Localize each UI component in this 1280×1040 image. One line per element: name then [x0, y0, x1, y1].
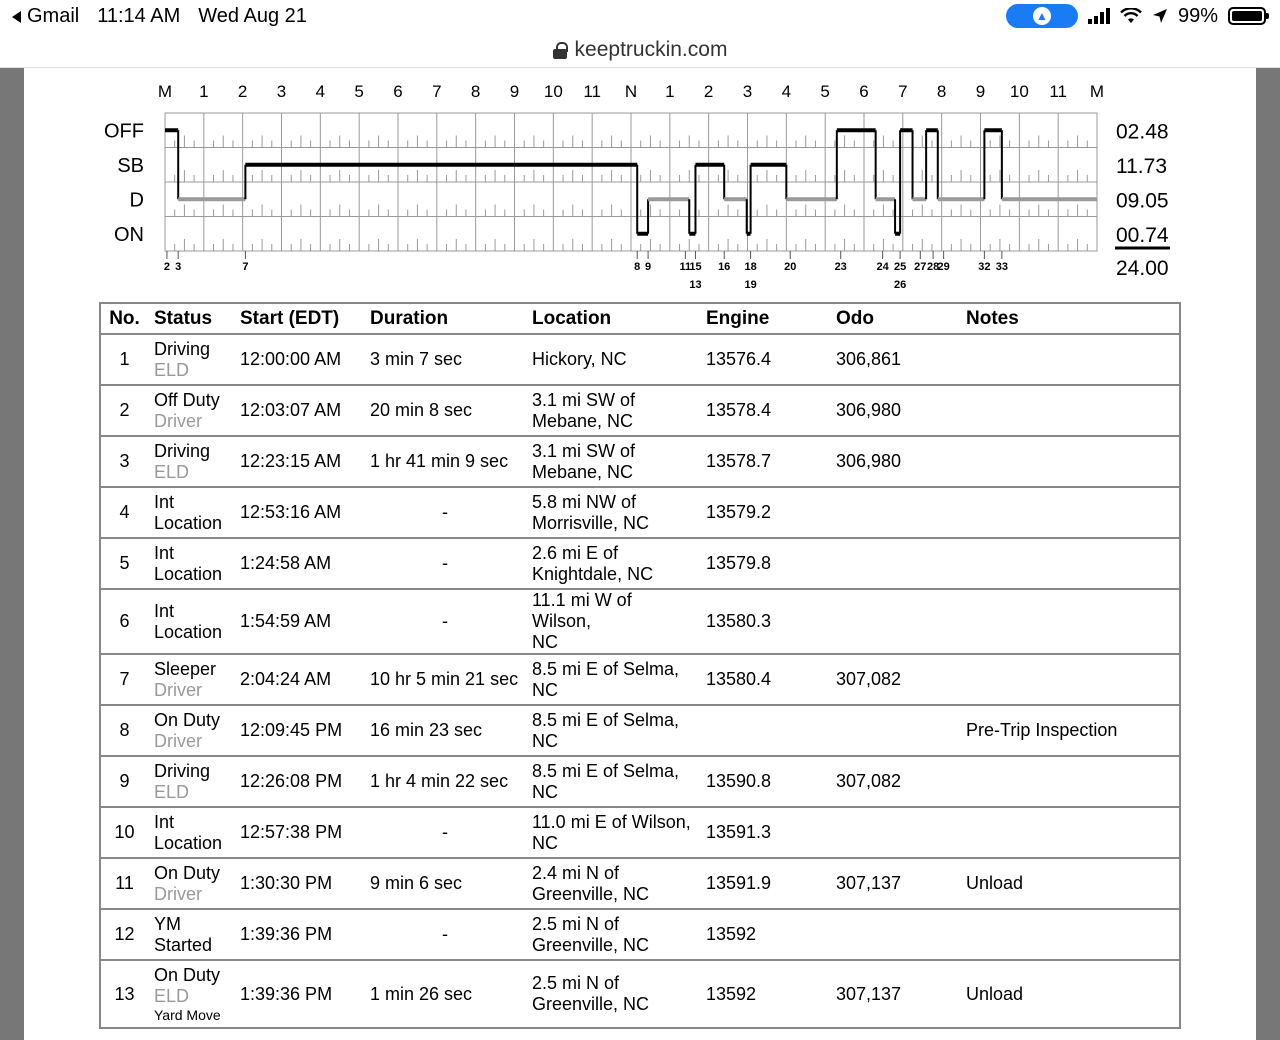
- event-marker-label: 3: [175, 261, 182, 273]
- event-marker-label: 33: [995, 261, 1008, 273]
- navigation-indicator[interactable]: [1006, 4, 1078, 28]
- cell-notes: [960, 654, 1180, 705]
- cell-start: 1:30:30 PM: [234, 858, 364, 909]
- cell-no: 6: [100, 589, 148, 654]
- status-label: Int: [154, 600, 175, 621]
- cell-location: [526, 858, 700, 909]
- row-label-d: D: [129, 189, 144, 212]
- cell-start: 12:53:16 AM: [234, 487, 364, 538]
- hour-label: 1: [199, 82, 209, 101]
- status-date: Wed Aug 21: [198, 5, 307, 27]
- cell-engine: 13591.3: [700, 807, 830, 858]
- cell-location: [526, 756, 700, 807]
- cell-status: [148, 436, 234, 487]
- status-label: On Duty: [154, 709, 221, 730]
- cell-duration: -: [364, 589, 526, 654]
- hour-label: M: [1089, 82, 1105, 101]
- event-marker-label: 16: [718, 261, 731, 273]
- duty-status-graph: [24, 68, 1256, 298]
- event-marker-label: 9: [645, 261, 652, 273]
- cell-status: [148, 487, 234, 538]
- hour-label: 6: [393, 82, 403, 101]
- cell-location: [526, 334, 700, 385]
- header-notes: Notes: [960, 303, 1180, 334]
- event-marker-label: 29: [937, 261, 950, 273]
- event-marker-label: 15: [689, 261, 702, 273]
- status-origin: ELD: [154, 986, 190, 1006]
- hour-label: 8: [936, 82, 947, 101]
- status-label-line2: Location: [154, 563, 223, 584]
- table-row[interactable]: [100, 960, 1180, 1028]
- cell-start: 12:23:15 AM: [234, 436, 364, 487]
- location-line2: NC: [532, 679, 558, 700]
- header-location: Location: [526, 303, 700, 334]
- status-label: Int: [154, 811, 175, 832]
- row-total: 02.48: [1116, 120, 1169, 144]
- hour-label: 9: [975, 82, 986, 101]
- back-app-label: Gmail: [27, 5, 80, 27]
- browser-address-bar[interactable]: [0, 32, 1280, 68]
- location-line1: Hickory, NC: [532, 349, 627, 369]
- event-marker-label: 13: [689, 279, 702, 291]
- row-total: 11.73: [1116, 154, 1167, 178]
- cell-start: 1:54:59 AM: [234, 589, 364, 654]
- hour-label: 11: [1049, 82, 1067, 101]
- location-line1: 2.6 mi E of: [532, 542, 619, 563]
- location-line2: Greenville, NC: [532, 883, 650, 904]
- cell-notes: [960, 807, 1180, 858]
- cell-engine: 13592: [700, 960, 830, 1028]
- log-events-table: [99, 302, 1181, 1029]
- cell-odo: [830, 909, 960, 960]
- hour-label: 8: [470, 82, 481, 101]
- cell-odo: 306,861: [830, 334, 960, 385]
- cell-engine: 13576.4: [700, 334, 830, 385]
- cell-no: 9: [100, 756, 148, 807]
- cell-start: 1:39:36 PM: [234, 960, 364, 1028]
- location-line2: NC: [532, 632, 558, 652]
- navigation-arrow-icon: ▲: [1033, 7, 1051, 25]
- location-line2: Mebane, NC: [532, 461, 634, 482]
- cell-duration: -: [364, 538, 526, 589]
- event-marker-label: 23: [834, 261, 847, 273]
- cell-notes: [960, 385, 1180, 436]
- cell-odo: [830, 705, 960, 756]
- status-label-line2: Started: [154, 934, 213, 955]
- cell-odo: [830, 589, 960, 654]
- cell-notes: Unload: [960, 960, 1180, 1028]
- cell-engine: 13592: [700, 909, 830, 960]
- cell-duration: -: [364, 487, 526, 538]
- hour-label: 1: [665, 82, 675, 101]
- cell-location: [526, 705, 700, 756]
- cell-start: 12:09:45 PM: [234, 705, 364, 756]
- cell-status: [148, 334, 234, 385]
- location-line2: Greenville, NC: [532, 934, 650, 955]
- location-line1: 3.1 mi SW of: [532, 440, 636, 461]
- cell-engine: 13580.3: [700, 589, 830, 654]
- cell-no: 4: [100, 487, 148, 538]
- cell-no: 8: [100, 705, 148, 756]
- status-label: YM: [154, 913, 181, 934]
- cell-notes: [960, 436, 1180, 487]
- battery-icon: [1228, 7, 1266, 25]
- cell-odo: 307,137: [830, 858, 960, 909]
- location-line2: NC: [532, 730, 558, 751]
- cell-start: 1:24:58 AM: [234, 538, 364, 589]
- hour-label: 2: [237, 82, 248, 101]
- cell-start: 12:03:07 AM: [234, 385, 364, 436]
- event-marker-label: 2: [163, 261, 171, 273]
- cell-no: 11: [100, 858, 148, 909]
- status-label: Int: [154, 542, 175, 563]
- cell-location: [526, 385, 700, 436]
- cell-status: [148, 538, 234, 589]
- cell-status: [148, 654, 234, 705]
- wifi-icon: [1120, 8, 1142, 24]
- cell-notes: Pre-Trip Inspection: [960, 705, 1180, 756]
- cell-odo: [830, 807, 960, 858]
- location-line1: 8.5 mi E of Selma,: [532, 760, 680, 781]
- table-row[interactable]: [100, 487, 1180, 538]
- location-line1: 11.0 mi E of Wilson,: [532, 811, 691, 832]
- cellular-signal-icon: [1088, 8, 1110, 24]
- table-row[interactable]: [100, 705, 1180, 756]
- event-marker-label: 8: [634, 261, 641, 273]
- table-row[interactable]: [100, 436, 1180, 487]
- status-label: On Duty: [154, 965, 221, 985]
- cell-notes: [960, 334, 1180, 385]
- table-row[interactable]: [100, 858, 1180, 909]
- status-label: Driving: [154, 760, 211, 781]
- cell-start: 1:39:36 PM: [234, 909, 364, 960]
- status-label: Int: [154, 491, 175, 512]
- header-start: Start (EDT): [234, 303, 364, 334]
- row-label-on: ON: [114, 223, 144, 246]
- location-line2: Morrisville, NC: [532, 512, 649, 533]
- hour-label: 5: [820, 82, 830, 101]
- hour-label: 5: [354, 82, 364, 101]
- cell-duration: 1 hr 41 min 9 sec: [364, 436, 526, 487]
- status-origin: Driver: [154, 679, 202, 700]
- status-origin: Driver: [154, 410, 202, 431]
- location-line2: NC: [532, 781, 558, 802]
- cell-start: 2:04:24 AM: [234, 654, 364, 705]
- cell-engine: 13578.4: [700, 385, 830, 436]
- hour-label: 9: [509, 82, 520, 101]
- cell-engine: 13579.8: [700, 538, 830, 589]
- cell-duration: -: [364, 807, 526, 858]
- hour-label: 3: [276, 82, 287, 101]
- row-total: 09.05: [1116, 189, 1169, 213]
- cell-odo: [830, 538, 960, 589]
- hour-label: 7: [898, 82, 908, 101]
- hour-label: 3: [742, 82, 753, 101]
- event-marker-label: 18: [744, 261, 757, 273]
- status-label-line2: Location: [154, 512, 223, 533]
- cell-duration: 3 min 7 sec: [364, 334, 526, 385]
- cell-no: 7: [100, 654, 148, 705]
- cell-location: [526, 909, 700, 960]
- cell-start: 12:26:08 PM: [234, 756, 364, 807]
- cell-notes: [960, 538, 1180, 589]
- location-line2: Mebane, NC: [532, 410, 634, 431]
- cell-no: 2: [100, 385, 148, 436]
- cell-engine: 13578.7: [700, 436, 830, 487]
- header-duration: Duration: [364, 303, 526, 334]
- hour-label: 10: [1009, 82, 1029, 101]
- hour-label: 7: [432, 82, 442, 101]
- cell-odo: 306,980: [830, 385, 960, 436]
- total-sum: 24.00: [1116, 257, 1169, 280]
- cell-start: 12:00:00 AM: [234, 334, 364, 385]
- cell-status: [148, 385, 234, 436]
- ios-status-bar: [0, 0, 1280, 32]
- header-status: Status: [148, 303, 234, 334]
- hour-label: M: [157, 82, 173, 101]
- location-line1: 2.5 mi N of: [532, 973, 620, 993]
- status-label: On Duty: [154, 862, 221, 883]
- status-origin: ELD: [154, 359, 190, 380]
- cell-notes: Unload: [960, 858, 1180, 909]
- location-line2: Greenville, NC: [532, 994, 650, 1014]
- status-label: Driving: [154, 338, 211, 359]
- table-row[interactable]: [100, 334, 1180, 385]
- log-page: [24, 68, 1256, 1040]
- event-marker-label: 32: [978, 261, 991, 273]
- status-origin: ELD: [154, 781, 190, 802]
- cell-no: 5: [100, 538, 148, 589]
- location-line1: 2.4 mi N of: [532, 862, 620, 883]
- event-marker-label: 27: [914, 261, 927, 273]
- cell-notes: [960, 487, 1180, 538]
- cell-duration: 10 hr 5 min 21 sec: [364, 654, 526, 705]
- location-arrow-icon: [1152, 8, 1168, 24]
- row-label-sb: SB: [117, 154, 144, 177]
- header-odo: Odo: [830, 303, 960, 334]
- cell-no: 3: [100, 436, 148, 487]
- status-label-line2: Location: [154, 832, 223, 853]
- battery-percent: 99%: [1177, 4, 1218, 27]
- table-row[interactable]: [100, 654, 1180, 705]
- table-row[interactable]: [100, 909, 1180, 960]
- status-origin: Driver: [154, 730, 202, 751]
- location-line1: 8.5 mi E of Selma,: [532, 658, 680, 679]
- table-row[interactable]: [100, 756, 1180, 807]
- cell-notes: [960, 589, 1180, 654]
- back-arrow-icon: [12, 11, 21, 23]
- cell-engine: 13590.8: [700, 756, 830, 807]
- status-label: Off Duty: [154, 389, 220, 410]
- location-line1: 8.5 mi E of Selma,: [532, 709, 680, 730]
- location-line2: Knightdale, NC: [532, 563, 654, 584]
- status-label: Driving: [154, 440, 211, 461]
- cell-location: [526, 487, 700, 538]
- event-marker-label: 19: [744, 279, 757, 291]
- hour-label: 4: [315, 82, 326, 101]
- status-annotation: Yard Move: [154, 1007, 221, 1023]
- hour-label: 6: [859, 82, 869, 101]
- cell-notes: [960, 756, 1180, 807]
- table-header-row: [100, 303, 1180, 334]
- cell-odo: [830, 487, 960, 538]
- cell-no: 1: [100, 334, 148, 385]
- cell-status: [148, 858, 234, 909]
- status-origin: Driver: [154, 883, 202, 904]
- table-row[interactable]: [100, 385, 1180, 436]
- event-marker-label: 28: [926, 261, 940, 273]
- cell-duration: 16 min 23 sec: [364, 705, 526, 756]
- event-marker-label: 25: [893, 261, 907, 273]
- hour-label: N: [624, 82, 638, 101]
- location-line1: 2.5 mi N of: [532, 913, 620, 934]
- cell-status: [148, 756, 234, 807]
- cell-engine: 13591.9: [700, 858, 830, 909]
- back-to-app-button[interactable]: [12, 5, 79, 28]
- status-label: Sleeper: [154, 658, 217, 679]
- cell-no: 10: [100, 807, 148, 858]
- location-line1: 5.8 mi NW of: [532, 491, 637, 512]
- cell-duration: 20 min 8 sec: [364, 385, 526, 436]
- table-row[interactable]: [100, 589, 1180, 654]
- cell-no: 13: [100, 960, 148, 1028]
- cell-status: [148, 589, 234, 654]
- cell-no: 12: [100, 909, 148, 960]
- cell-odo: 307,082: [830, 756, 960, 807]
- hour-label: 4: [781, 82, 792, 101]
- cell-duration: 9 min 6 sec: [364, 858, 526, 909]
- event-marker-label: 26: [893, 279, 907, 291]
- location-line2: NC: [532, 832, 558, 853]
- cell-odo: 307,082: [830, 654, 960, 705]
- cell-engine: [700, 705, 830, 756]
- cell-duration: 1 hr 4 min 22 sec: [364, 756, 526, 807]
- event-marker-label: 7: [242, 261, 249, 273]
- table-row[interactable]: [100, 538, 1180, 589]
- cell-engine: 13579.2: [700, 487, 830, 538]
- cell-odo: 306,980: [830, 436, 960, 487]
- location-line1: 11.1 mi W of Wilson,: [532, 590, 632, 631]
- location-line1: 3.1 mi SW of: [532, 389, 636, 410]
- cell-location: [526, 960, 700, 1028]
- cell-location: [526, 538, 700, 589]
- cell-status: [148, 909, 234, 960]
- cell-location: [526, 589, 700, 654]
- cell-duration: -: [364, 909, 526, 960]
- row-label-off: OFF: [104, 120, 144, 143]
- table-row[interactable]: [100, 807, 1180, 858]
- cell-start: 12:57:38 PM: [234, 807, 364, 858]
- event-marker-label: 20: [784, 261, 797, 273]
- hour-label: 11: [583, 82, 601, 101]
- cell-status: [148, 705, 234, 756]
- event-marker-label: 11: [679, 261, 692, 273]
- cell-location: [526, 436, 700, 487]
- hour-label: 2: [703, 82, 714, 101]
- url-text: keeptruckin.com: [574, 37, 728, 61]
- lock-icon: [553, 42, 567, 58]
- header-engine: Engine: [700, 303, 830, 334]
- cell-location: [526, 807, 700, 858]
- hour-label: 10: [543, 82, 563, 101]
- cell-location: [526, 654, 700, 705]
- cell-notes: [960, 909, 1180, 960]
- event-marker-label: 24: [876, 261, 889, 273]
- cell-status: [148, 960, 234, 1028]
- cell-engine: 13580.4: [700, 654, 830, 705]
- row-total: 00.74: [1116, 223, 1169, 247]
- cell-status: [148, 807, 234, 858]
- header-no: No.: [100, 303, 148, 334]
- cell-duration: 1 min 26 sec: [364, 960, 526, 1028]
- status-time: 11:14 AM: [97, 5, 181, 27]
- status-label-line2: Location: [154, 621, 223, 642]
- cell-odo: 307,137: [830, 960, 960, 1028]
- status-origin: ELD: [154, 461, 190, 482]
